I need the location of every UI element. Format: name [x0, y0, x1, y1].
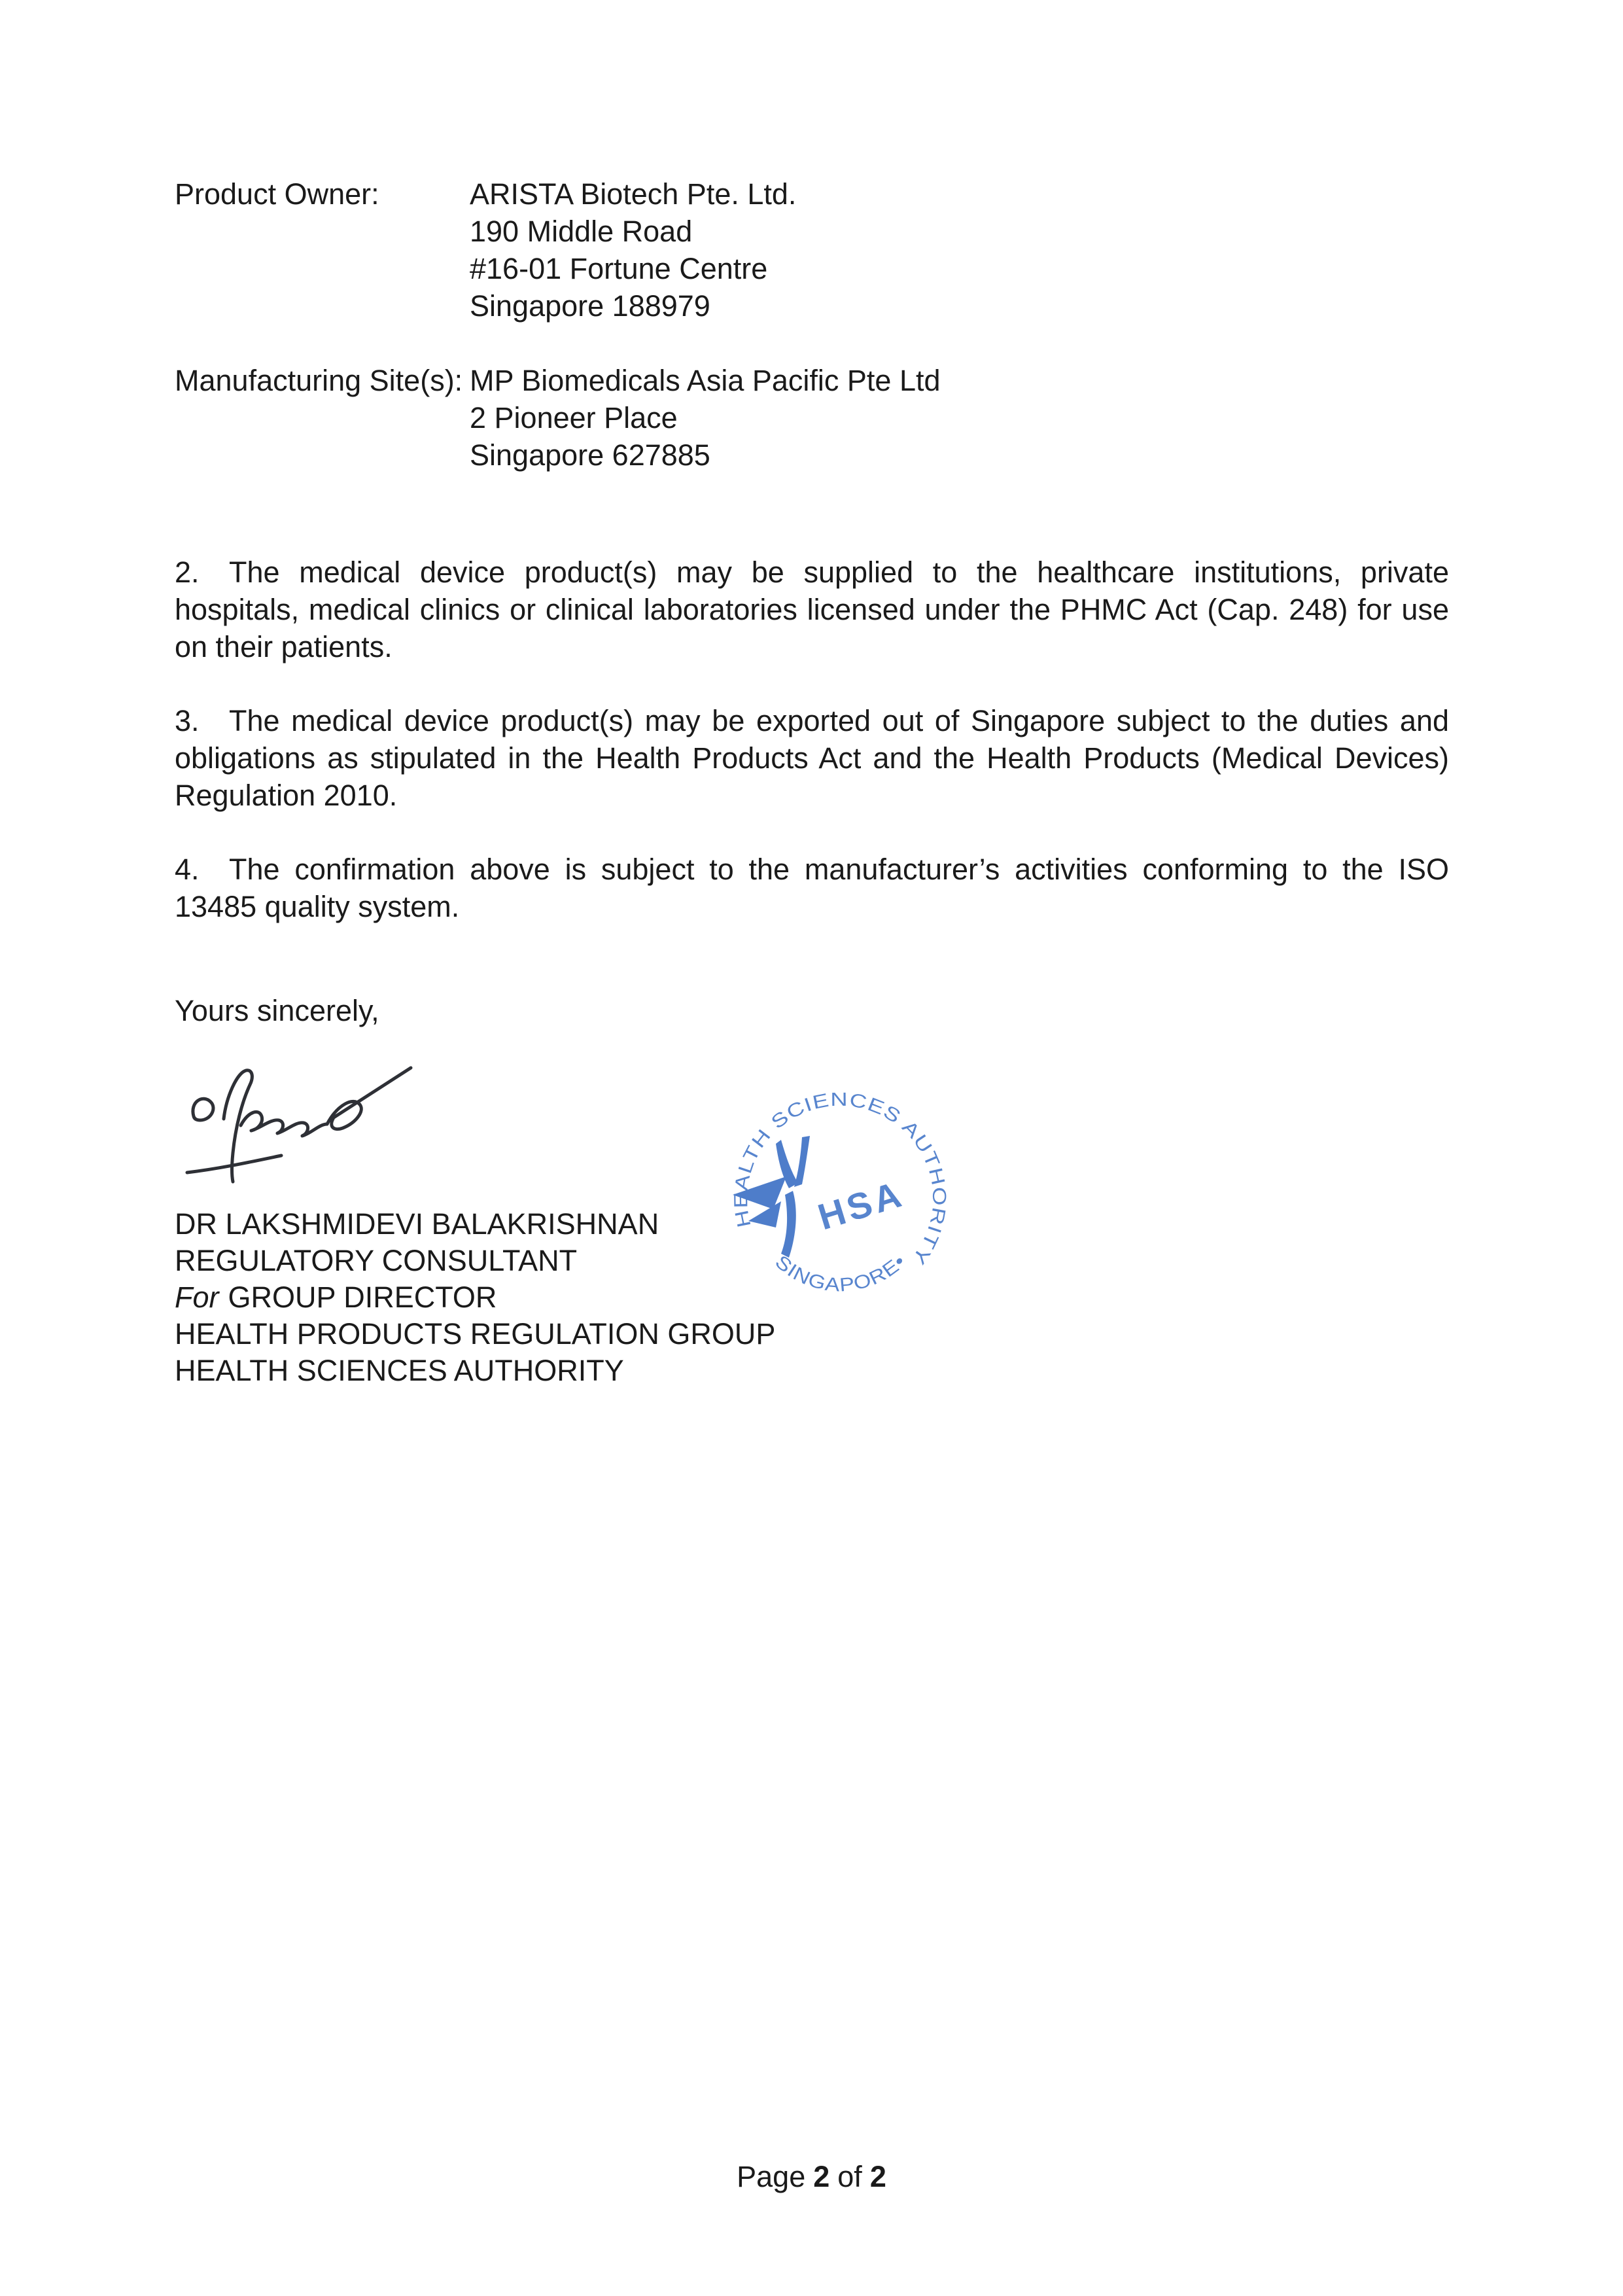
footer-page-number: 2 — [813, 2160, 830, 2193]
signer-department: HEALTH PRODUCTS REGULATION GROUP — [175, 1317, 776, 1351]
valediction: Yours sincerely, — [175, 994, 379, 1027]
paragraph-3 — [175, 702, 1449, 814]
stamp-hsa-text: HSA — [813, 1173, 909, 1238]
stamp-arc-bottom-text: SINGAPORE• — [771, 1251, 909, 1296]
paragraph-text: The confirmation above is subject to the manufacturer’s activities conforming to the ISO 13485 quality system. — [175, 853, 1449, 923]
address-line: Singapore 627885 — [470, 438, 710, 472]
stamp-arc-bottom — [771, 1250, 911, 1296]
product-owner-row — [175, 175, 1457, 325]
signer-name: DR LAKSHMIDEVI BALAKRISHNAN — [175, 1207, 659, 1241]
address-line: 2 Pioneer Place — [470, 401, 678, 434]
product-owner-label: Product Owner: — [175, 177, 379, 211]
paragraph-text: The medical device product(s) may be supplied to the healthcare institutions, private hospitals, medical clinics or clinical laboratories licensed under the PHMC Act (Cap. 248) for use on their patients. — [175, 556, 1449, 663]
manufacturing-site-row — [175, 362, 1457, 474]
paragraph-2 — [175, 554, 1449, 665]
address-line: ARISTA Biotech Pte. Ltd. — [470, 177, 797, 211]
paragraph-4 — [175, 851, 1449, 925]
body-paragraphs — [175, 554, 1449, 962]
hsa-stamp — [722, 1081, 958, 1316]
for-word: For — [175, 1280, 219, 1314]
stamp-arc-top — [731, 1089, 949, 1269]
manufacturing-site-label: Manufacturing Site(s): — [175, 364, 463, 397]
product-owner-address — [470, 175, 796, 325]
address-line: #16-01 Fortune Centre — [470, 252, 768, 285]
on-behalf-of-title: GROUP DIRECTOR — [228, 1280, 497, 1314]
address-line: MP Biomedicals Asia Pacific Pte Ltd — [470, 364, 941, 397]
address-line: Singapore 188979 — [470, 289, 710, 323]
paragraph-number: 4. — [175, 853, 200, 886]
footer-word-page: Page — [737, 2160, 806, 2193]
signer-organization: HEALTH SCIENCES AUTHORITY — [175, 1354, 624, 1387]
signature-ink — [187, 1068, 411, 1182]
address-line: 190 Middle Road — [470, 215, 693, 248]
signer-title: REGULATORY CONSULTANT — [175, 1244, 578, 1277]
page-footer — [0, 2158, 1623, 2195]
signer-for-line — [175, 1279, 775, 1316]
footer-total-pages: 2 — [869, 2160, 886, 2193]
paragraph-text: The medical device product(s) may be exported out of Singapore subject to the duties and obligations as stipulated in the Health Products Act and the Health Products (Medical Devices) Regulation 2010. — [175, 704, 1449, 812]
manufacturing-site-address — [470, 362, 941, 474]
handwritten-signature — [178, 1042, 433, 1192]
signer-block — [175, 1206, 775, 1389]
stamp-arc-top-text: HEALTH SCIENCES AUTHORITY — [731, 1089, 950, 1266]
footer-word-of: of — [837, 2160, 862, 2193]
paragraph-number: 2. — [175, 556, 200, 589]
recipient-info-section — [175, 175, 1457, 474]
paragraph-number: 3. — [175, 704, 200, 737]
